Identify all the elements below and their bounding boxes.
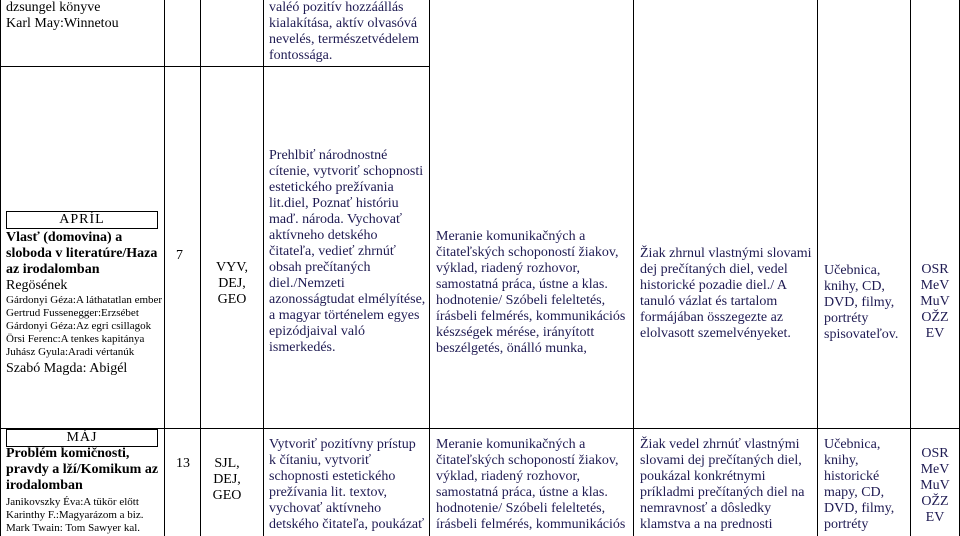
topic-title-april: Vlasť (domovina) a sloboda v literatúre/Haza az irodalomban: [6, 230, 158, 277]
top-book-list: [6, 0, 119, 32]
outcomes-april: Žiak zhrnul vlastnými slovami dej prečítaných diel, vedel historické pozadie diel./ A tanuló vázlat és tartalom formájában összegezte az elolvasott szemelvényeket.: [640, 246, 812, 341]
subjects-april: VYV, DEJ, GEO: [215, 260, 249, 307]
materials-may: Učebnica, knihy, historické mapy, CD, DVD, filmy, portréty: [824, 437, 895, 532]
list-item: Örsi Ferenc:A tenkes kapitánya: [6, 333, 145, 345]
goals-april: Prehlbiť národnostné cítenie, vytvoriť schopnosti estetického prežívania lit.diel, Poznať históriu maď. národa. Vychovať aktívneho detského čitateľa, vedieť zhrnúť obsah prečítaných diel./Nemzeti azonosságtudat elmélyítése, a magyar történelem egyes epizódjaival való ismerkedés.: [269, 148, 426, 355]
column-divider: [263, 0, 264, 536]
materials-april: Učebnica, knihy, CD, DVD, filmy, portréty spisovateľov.: [824, 263, 899, 342]
outcomes-may: Žiak vedel zhrnúť vlastnými slovami dej prečítaných diel, poukázal konkrétnymi príkladmi prečítaných diel na nemravnosť a dôsledky klamstva a na prednosti: [640, 437, 805, 532]
extra-work-april: Szabó Magda: Abigél: [6, 361, 128, 376]
topic-title-may: Problém komičnosti, pravdy a lží/Komikum az irodalomban: [6, 446, 159, 493]
list-item: Gertrud Fussenegger:Erzsébet: [6, 307, 139, 319]
list-item: Karinthy F.:Magyarázom a biz.: [6, 509, 144, 521]
list-item: Janikovszky Éva:A tükör előtt: [6, 496, 139, 508]
goals-may: Vytvoriť pozitívny prístup k čítaniu, vytvoriť schopnosti estetického prežívania lit. textov, vychovať aktívneho detského čitateľa, poukázať: [269, 437, 425, 532]
column-divider: [633, 0, 634, 536]
column-divider: [164, 0, 165, 536]
table-border-left: [0, 0, 1, 536]
month-label-april: APRÍL: [6, 211, 158, 229]
works-list-may: [6, 496, 144, 535]
book-title: dzsungel könyve: [6, 0, 101, 15]
row-divider: [0, 66, 430, 67]
column-divider: [200, 0, 201, 536]
list-item: Gárdonyi Géza:Az egri csillagok: [6, 320, 152, 332]
cross-topics-may: OSR MeV MuV OŽZ EV: [920, 446, 950, 525]
column-divider: [817, 0, 818, 536]
hours-april: 7: [176, 248, 183, 263]
top-goals-tail: valéó pozitív hozzáállás kialakítása, aktív olvasóvá nevelés, természetvédelem fontossága.: [269, 0, 420, 63]
methods-april: Meranie komunikačných a čitateľských schopoností žiakov, výklad, riadený rozhovor, samostatná práca, ústne a klas. hodnotenie/ Szóbeli feleltetés, írásbeli felmérés, kommunikációs készségek mérése, irányított beszélgetés, önálló munka,: [436, 229, 626, 356]
cross-topics-april: OSR MeV MuV OŽZ EV: [920, 262, 950, 341]
subjects-may: SJL, DEJ, GEO: [212, 456, 242, 503]
methods-may: Meranie komunikačných a čitateľských schopoností žiakov, výklad, riadený rozhovor, samostatná práca, ústne a klas. hodnotenie/ Szóbeli feleltetés, írásbeli felmérés, kommunikációs: [436, 437, 626, 532]
month-label-may: MÁJ: [6, 429, 158, 447]
hours-may: 13: [176, 456, 190, 471]
list-item: Juhász Gyula:Aradi vértanúk: [6, 346, 135, 358]
topic-subtitle-april: Regösének: [6, 278, 68, 293]
list-item: Mark Twain: Tom Sawyer kal.: [6, 522, 141, 534]
works-list-april: [6, 294, 162, 359]
column-divider: [429, 0, 430, 536]
list-item: Gárdonyi Géza:A láthatatlan ember: [6, 294, 163, 306]
book-title: Karl May:Winnetou: [6, 16, 119, 31]
